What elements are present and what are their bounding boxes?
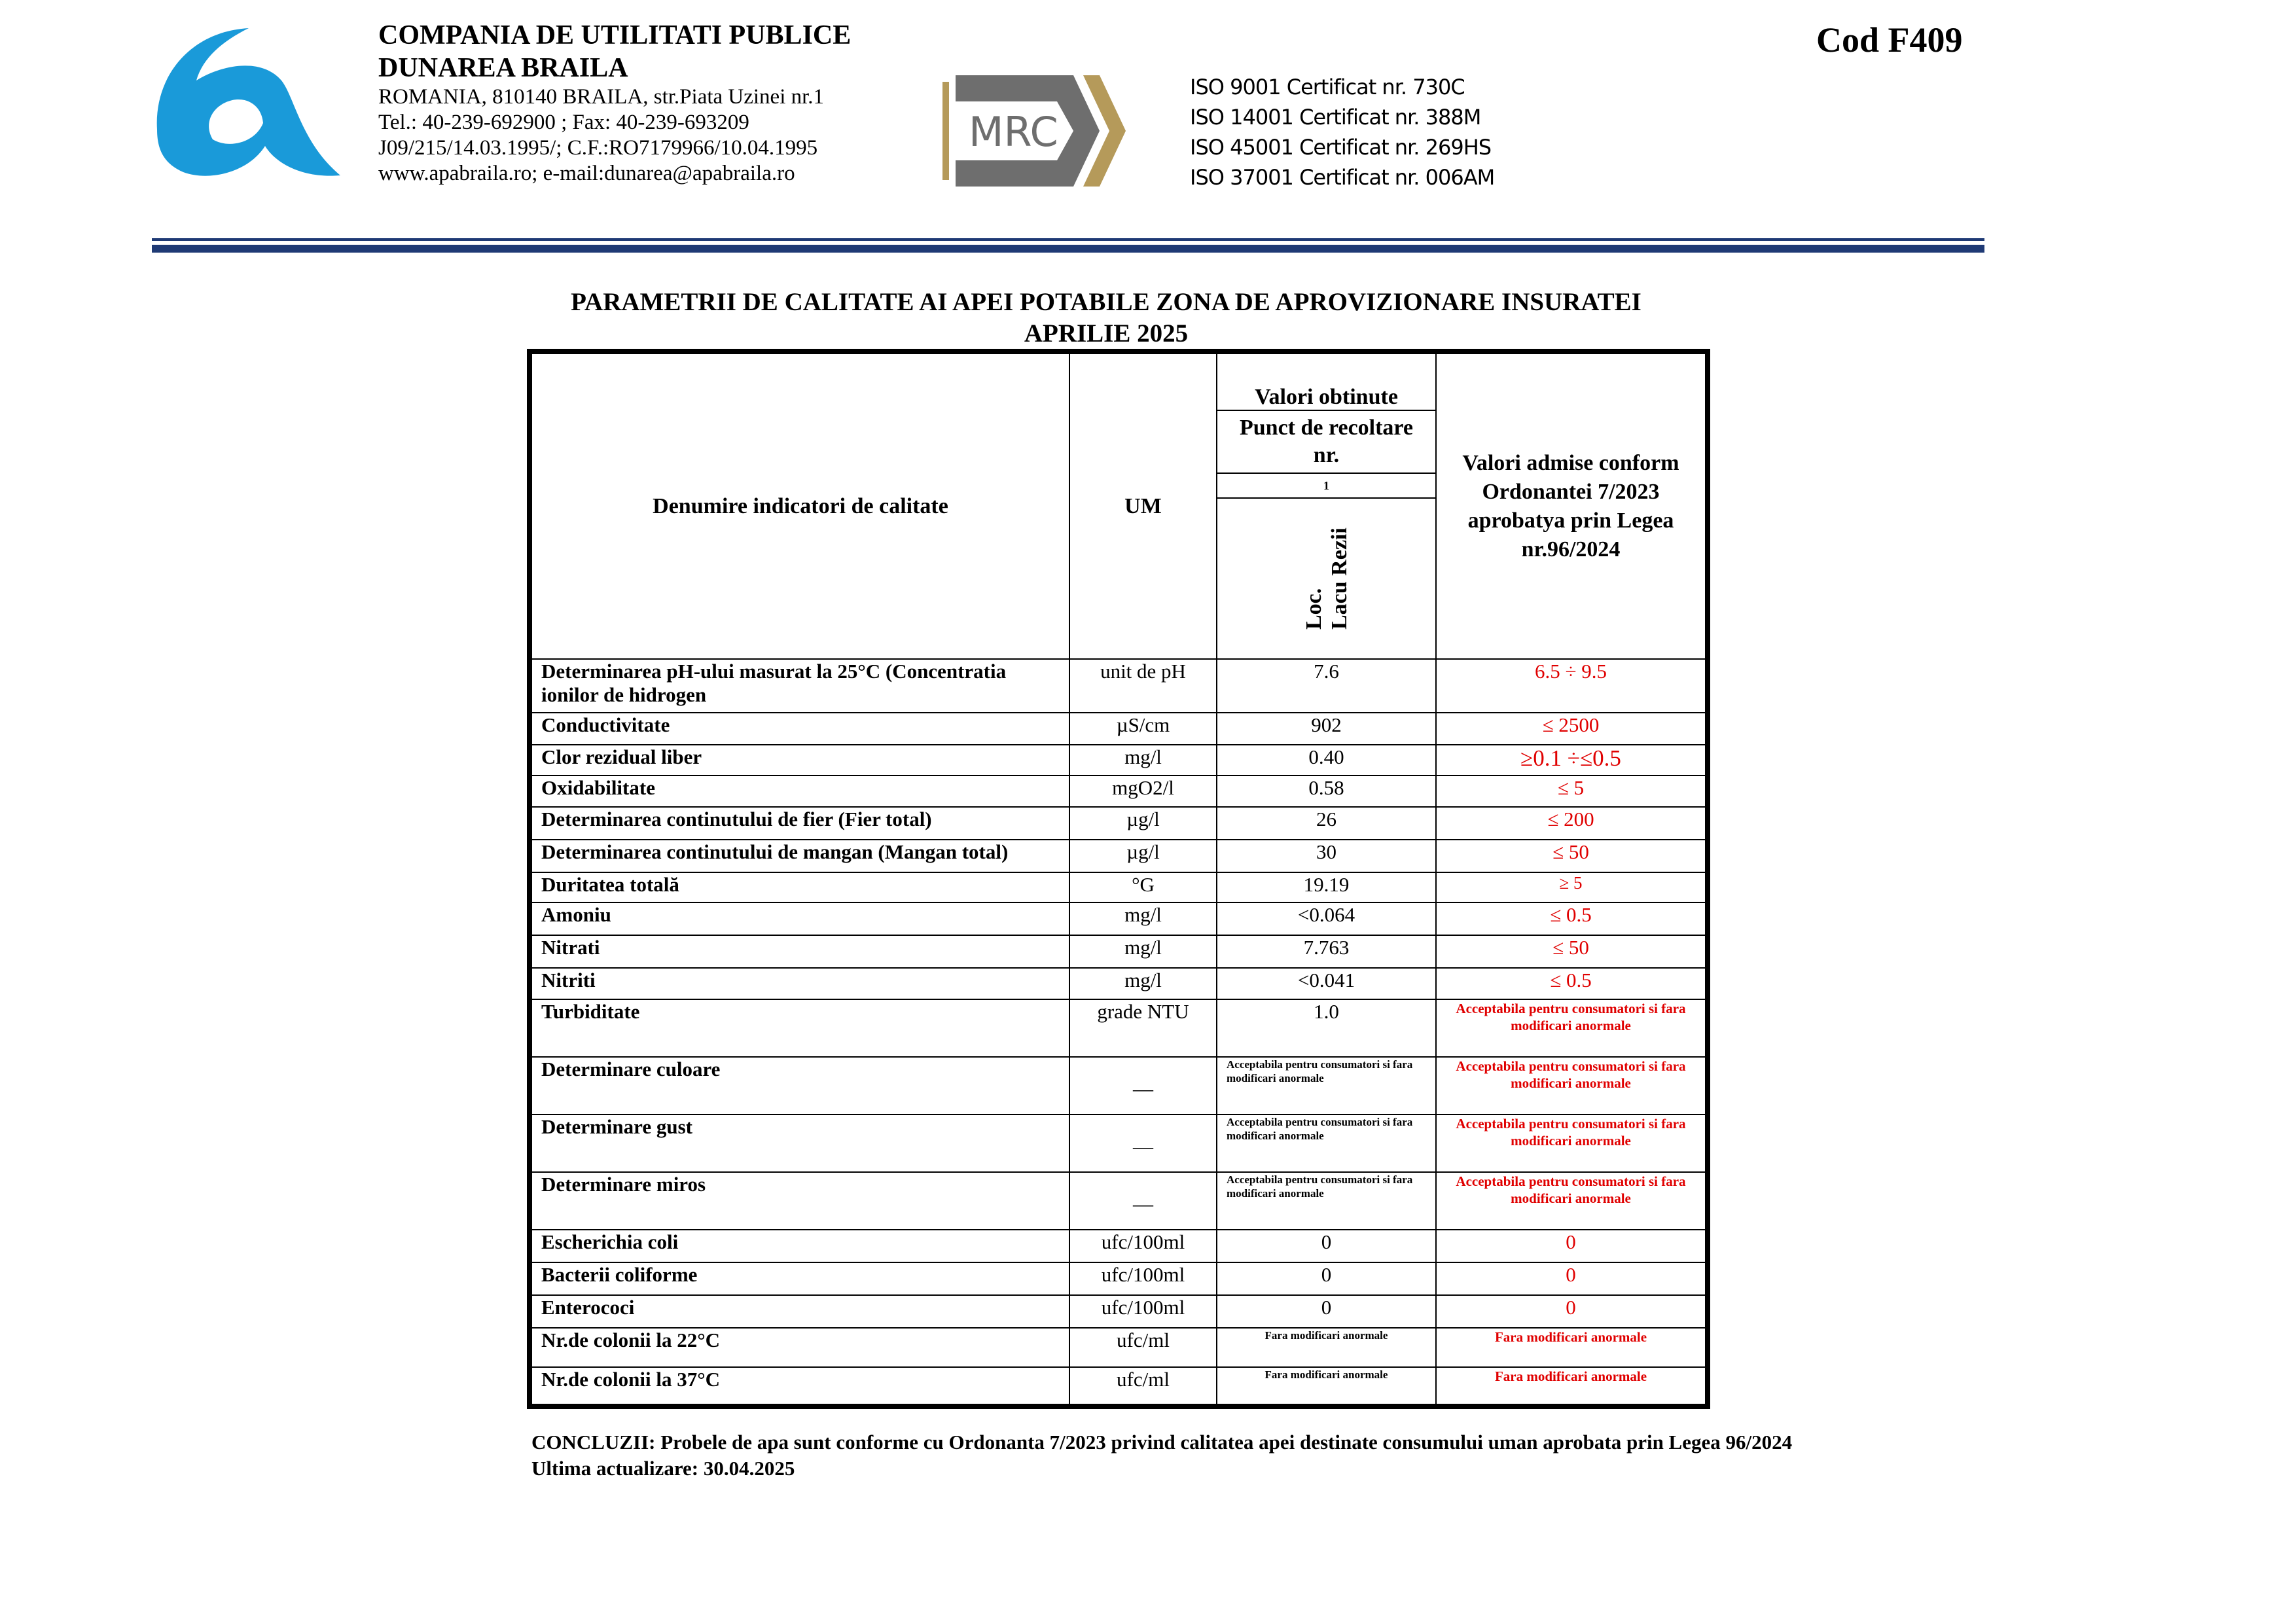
table-row <box>529 1367 1708 1406</box>
row-limit: ≤ 50 <box>1436 840 1708 872</box>
row-value: 902 <box>1217 713 1436 745</box>
row-value: 19.19 <box>1217 872 1436 902</box>
row-limit: ≥0.1 ÷≤0.5 <box>1436 745 1708 776</box>
row-name: Conductivitate <box>529 713 1069 745</box>
table-row <box>529 776 1708 807</box>
row-limit: ≥ 5 <box>1436 872 1708 902</box>
header-indicator-name: Denumire indicatori de calitate <box>529 351 1069 659</box>
row-name: Determinare gust <box>529 1115 1069 1172</box>
row-name: Escherichia coli <box>529 1230 1069 1262</box>
row-limit: 0 <box>1436 1295 1708 1328</box>
table-row <box>529 935 1708 968</box>
header-sampling-point: Punct de recoltare nr. <box>1217 410 1436 473</box>
row-name: Nr.de colonii la 22°C <box>529 1328 1069 1367</box>
header-sampling-point-number: 1 <box>1217 473 1436 498</box>
row-um: — <box>1069 1115 1217 1172</box>
row-limit: Fara modificari anormale <box>1436 1367 1708 1406</box>
row-limit: ≤ 0.5 <box>1436 902 1708 935</box>
row-value: Acceptabila pentru consumatori si fara modificari anormale <box>1217 1172 1436 1230</box>
table-row <box>529 902 1708 935</box>
row-name: Clor rezidual liber <box>529 745 1069 776</box>
row-name: Nr.de colonii la 37°C <box>529 1367 1069 1406</box>
row-value: <0.064 <box>1217 902 1436 935</box>
row-um: ufc/ml <box>1069 1328 1217 1367</box>
quality-table <box>527 349 1710 1409</box>
mrc-logo <box>942 62 1126 200</box>
company-info <box>378 20 851 187</box>
row-limit: 6.5 ÷ 9.5 <box>1436 659 1708 713</box>
table-row <box>529 1230 1708 1262</box>
row-value: 0 <box>1217 1230 1436 1262</box>
row-um: µg/l <box>1069 840 1217 872</box>
location-line1: Loc. <box>1301 588 1326 630</box>
row-value: 0 <box>1217 1295 1436 1328</box>
location-line2: Lacu Rezii <box>1327 527 1352 630</box>
row-name: Enterococi <box>529 1295 1069 1328</box>
row-um: °G <box>1069 872 1217 902</box>
table-row <box>529 1262 1708 1295</box>
row-name: Determinarea pH-ului masurat la 25°C (Concentratia ionilor de hidrogen <box>529 659 1069 713</box>
row-um: — <box>1069 1057 1217 1115</box>
row-um: mgO2/l <box>1069 776 1217 807</box>
row-value: 26 <box>1217 807 1436 840</box>
row-value: 30 <box>1217 840 1436 872</box>
row-um: µS/cm <box>1069 713 1217 745</box>
table-row <box>529 999 1708 1057</box>
row-um: ufc/100ml <box>1069 1295 1217 1328</box>
row-limit: 0 <box>1436 1230 1708 1262</box>
row-um: ufc/100ml <box>1069 1230 1217 1262</box>
row-value: Fara modificari anormale <box>1217 1367 1436 1406</box>
row-limit: ≤ 0.5 <box>1436 968 1708 999</box>
row-name: Oxidabilitate <box>529 776 1069 807</box>
iso-line: ISO 9001 Certificat nr. 730C <box>1190 75 1465 99</box>
row-limit: Acceptabila pentru consumatori si fara modificari anormale <box>1436 1172 1708 1230</box>
company-address: ROMANIA, 810140 BRAILA, str.Piata Uzinei nr.1 <box>378 85 825 109</box>
conclusion-text: CONCLUZII: Probele de apa sunt conforme cu Ordonanta 7/2023 privind calitatea apei destinate consumului uman aprobata prin Legea 96/2024 <box>531 1431 1793 1454</box>
header-divider-thick <box>152 245 1984 253</box>
row-um: grade NTU <box>1069 999 1217 1057</box>
row-value: 0.40 <box>1217 745 1436 776</box>
row-name: Determinare culoare <box>529 1057 1069 1115</box>
company-logo <box>151 18 347 188</box>
row-limit: Fara modificari anormale <box>1436 1328 1708 1367</box>
iso-certifications <box>1190 72 1494 192</box>
table-row <box>529 1115 1708 1172</box>
row-value: <0.041 <box>1217 968 1436 999</box>
header-limits: Valori admise conform Ordonantei 7/2023 aprobatya prin Legea nr.96/2024 <box>1436 351 1708 659</box>
table-row <box>529 659 1708 713</box>
row-value: Fara modificari anormale <box>1217 1328 1436 1367</box>
row-limit: Acceptabila pentru consumatori si fara modificari anormale <box>1436 999 1708 1057</box>
company-web: www.apabraila.ro; e-mail:dunarea@apabraila.ro <box>378 161 795 185</box>
header-divider-thin <box>152 238 1984 241</box>
title-line2: APRILIE 2025 <box>1024 319 1189 348</box>
document-title <box>524 287 1689 349</box>
iso-line: ISO 45001 Certificat nr. 269HS <box>1190 135 1492 160</box>
row-name: Determinarea continutului de fier (Fier total) <box>529 807 1069 840</box>
row-um: mg/l <box>1069 968 1217 999</box>
iso-line: ISO 37001 Certificat nr. 006AM <box>1190 165 1495 190</box>
row-value: 7.6 <box>1217 659 1436 713</box>
table-row <box>529 1172 1708 1230</box>
row-um: ufc/100ml <box>1069 1262 1217 1295</box>
row-name: Nitrati <box>529 935 1069 968</box>
last-updated: Ultima actualizare: 30.04.2025 <box>531 1457 795 1480</box>
row-limit: 0 <box>1436 1262 1708 1295</box>
table-row <box>529 807 1708 840</box>
row-um: mg/l <box>1069 745 1217 776</box>
company-name-line2: DUNAREA BRAILA <box>378 52 628 83</box>
row-um: ufc/ml <box>1069 1367 1217 1406</box>
row-name: Determinarea continutului de mangan (Mangan total) <box>529 840 1069 872</box>
row-um: µg/l <box>1069 807 1217 840</box>
row-um: mg/l <box>1069 902 1217 935</box>
header-um: UM <box>1069 351 1217 659</box>
table-row <box>529 713 1708 745</box>
row-limit: Acceptabila pentru consumatori si fara modificari anormale <box>1436 1057 1708 1115</box>
row-value: Acceptabila pentru consumatori si fara modificari anormale <box>1217 1057 1436 1115</box>
row-um: — <box>1069 1172 1217 1230</box>
row-limit: ≤ 5 <box>1436 776 1708 807</box>
row-name: Amoniu <box>529 902 1069 935</box>
form-code: Cod F409 <box>1816 20 1963 60</box>
table-row <box>529 1328 1708 1367</box>
conclusions <box>531 1429 1792 1482</box>
table-row <box>529 745 1708 776</box>
company-phone: Tel.: 40-239-692900 ; Fax: 40-239-693209 <box>378 111 749 135</box>
row-value: 1.0 <box>1217 999 1436 1057</box>
table-row <box>529 872 1708 902</box>
iso-line: ISO 14001 Certificat nr. 388M <box>1190 105 1481 130</box>
row-name: Bacterii coliforme <box>529 1262 1069 1295</box>
table-row <box>529 840 1708 872</box>
row-limit: ≤ 200 <box>1436 807 1708 840</box>
row-name: Nitriti <box>529 968 1069 999</box>
title-line1: PARAMETRII DE CALITATE AI APEI POTABILE ZONA DE APROVIZIONARE INSURATEI <box>571 288 1641 316</box>
row-limit: Acceptabila pentru consumatori si fara modificari anormale <box>1436 1115 1708 1172</box>
row-um: unit de pH <box>1069 659 1217 713</box>
row-um: mg/l <box>1069 935 1217 968</box>
row-value: 0 <box>1217 1262 1436 1295</box>
row-limit: ≤ 2500 <box>1436 713 1708 745</box>
row-name: Determinare miros <box>529 1172 1069 1230</box>
table-row <box>529 1057 1708 1115</box>
row-limit: ≤ 50 <box>1436 935 1708 968</box>
table-row <box>529 1295 1708 1328</box>
row-value: 7.763 <box>1217 935 1436 968</box>
header-values: Valori obtinute <box>1217 351 1436 410</box>
row-name: Turbiditate <box>529 999 1069 1057</box>
company-name-line1: COMPANIA DE UTILITATI PUBLICE <box>378 20 852 50</box>
table-row <box>529 968 1708 999</box>
row-name: Duritatea totală <box>529 872 1069 902</box>
header-location <box>1217 498 1436 659</box>
row-value: Acceptabila pentru consumatori si fara modificari anormale <box>1217 1115 1436 1172</box>
company-registration: J09/215/14.03.1995/; C.F.:RO7179966/10.04.1995 <box>378 135 818 160</box>
mrc-logo-text: MRC <box>969 108 1058 156</box>
row-value: 0.58 <box>1217 776 1436 807</box>
